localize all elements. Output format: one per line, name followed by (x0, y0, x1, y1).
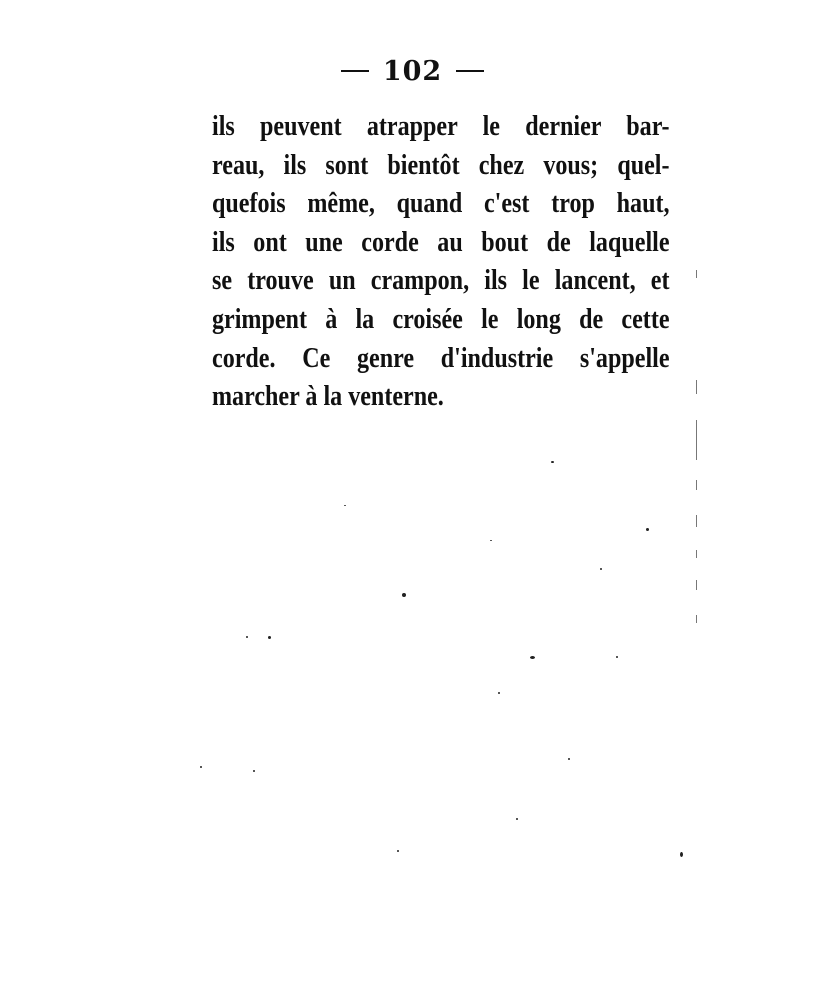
page-edge-marks (695, 270, 699, 650)
scan-speck (568, 758, 570, 760)
scan-speck (268, 636, 271, 639)
text-line: reau, ils sont bientôt chez vous; quel- (212, 149, 670, 181)
scan-speck (616, 656, 618, 658)
body-text (212, 108, 670, 417)
scan-speck (600, 568, 602, 570)
scan-speck (402, 593, 406, 597)
scan-speck (551, 461, 554, 463)
scan-speck (646, 528, 649, 531)
left-dash (341, 70, 369, 72)
text-line: grimpent à la croisée le long de cette (212, 303, 670, 335)
scan-speck (200, 766, 202, 768)
scan-speck (253, 770, 255, 772)
scan-speck (498, 692, 500, 694)
text-line: marcher à la venterne. (212, 381, 444, 413)
text-line: ils ont une corde au bout de laquelle (212, 226, 670, 258)
scan-speck (680, 852, 683, 857)
text-line: corde. Ce genre d'industrie s'appelle (212, 342, 670, 374)
text-line: quefois même, quand c'est trop haut, (212, 188, 670, 220)
scan-speck (490, 540, 492, 541)
scan-speck (344, 505, 346, 506)
scan-speck (516, 818, 518, 820)
page-header (0, 56, 825, 87)
scan-speck (397, 850, 399, 852)
right-dash (456, 70, 484, 72)
scan-speck (246, 636, 248, 638)
text-line: se trouve un crampon, ils le lancent, et (212, 265, 670, 297)
page-number: 102 (382, 56, 443, 87)
text-line: ils peuvent atrapper le dernier bar- (212, 111, 670, 142)
scan-speck (530, 656, 535, 659)
